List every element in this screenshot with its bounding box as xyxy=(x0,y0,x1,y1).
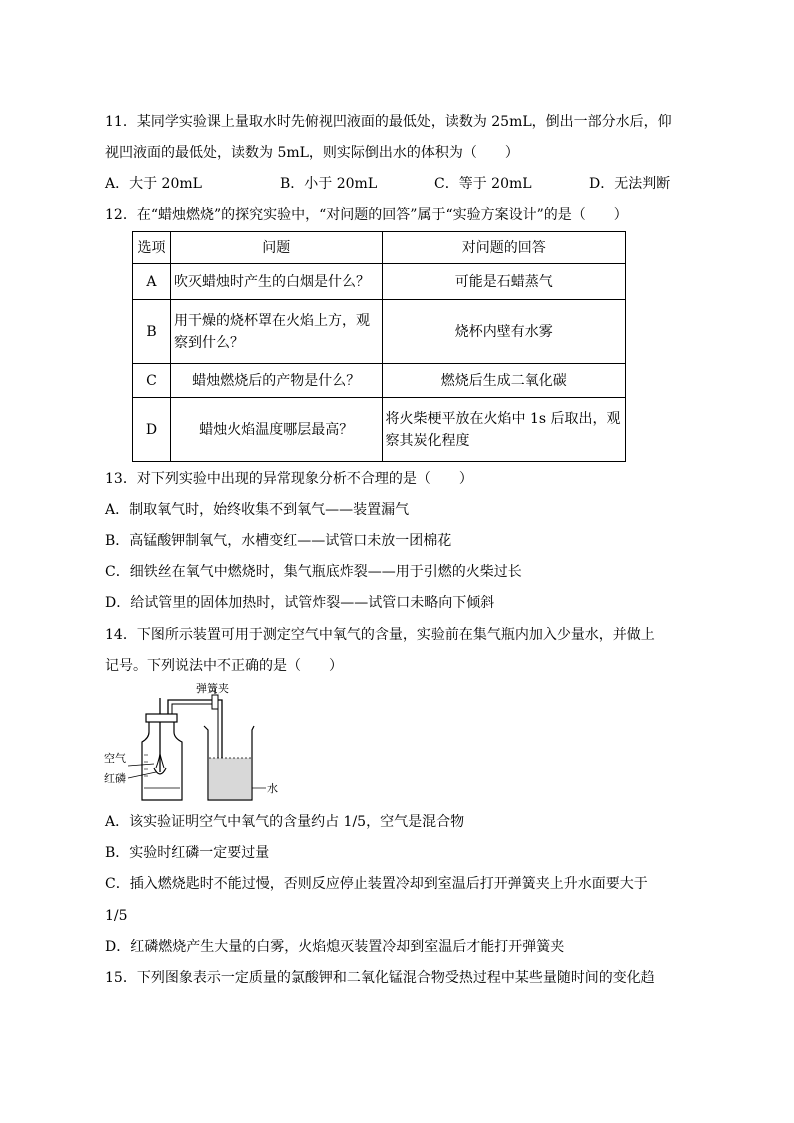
q11-option-c[interactable]: C．等于 20mL xyxy=(434,176,532,192)
q13-option-c[interactable]: C．细铁丝在氧气中燃烧时，集气瓶底炸裂——用于引燃的火柴过长 xyxy=(105,564,522,580)
table-row xyxy=(133,264,626,300)
q11-options xyxy=(105,174,685,194)
table-row xyxy=(133,364,626,398)
q13-option-b[interactable]: B．高锰酸钾制氧气，水槽变红——试管口未放一团棉花 xyxy=(105,533,452,549)
q11-stem-line2: 视凹液面的最低处，读数为 5mL，则实际倒出水的体积为（ ） xyxy=(105,145,519,161)
q13-option-d[interactable]: D．给试管里的固体加热时，试管炸裂——试管口未略向下倾斜 xyxy=(105,595,495,611)
row-answer: 烧杯内壁有水雾 xyxy=(382,300,626,364)
oxygen-apparatus-diagram xyxy=(104,680,294,810)
q12-table xyxy=(132,231,626,462)
row-option: A xyxy=(133,264,171,300)
q14-stem-line2: 记号。下列说法中不正确的是（ ） xyxy=(105,658,343,674)
q11-option-b[interactable]: B．小于 20mL xyxy=(280,176,378,192)
air-label: 空气 xyxy=(104,752,126,765)
row-question: 用干燥的烧杯罩在火焰上方，观察到什么？ xyxy=(170,300,382,364)
water-label: 水 xyxy=(267,782,278,795)
row-answer: 可能是石蜡蒸气 xyxy=(382,264,626,300)
table-header-row xyxy=(133,232,626,264)
beaker-water xyxy=(209,758,251,799)
table-row xyxy=(133,398,626,462)
q15-stem-line1: 15．下列图象表示一定质量的氯酸钾和二氧化锰混合物受热过程中某些量随时间的变化趋 xyxy=(105,970,655,986)
row-option: D xyxy=(133,398,171,462)
q14-option-c[interactable]: C．插入燃烧匙时不能过慢，否则反应停止装置冷却到室温后打开弹簧夹上升水面要大于 xyxy=(105,876,648,892)
red-phosphorus-label: 红磷 xyxy=(104,772,126,785)
header-answer: 对问题的回答 xyxy=(382,232,626,264)
row-option: B xyxy=(133,300,171,364)
q11-option-d[interactable]: D．无法判断 xyxy=(589,176,671,192)
row-option: C xyxy=(133,364,171,398)
row-answer: 燃烧后生成二氧化碳 xyxy=(382,364,626,398)
row-question: 蜡烛火焰温度哪层最高？ xyxy=(170,398,382,462)
row-question: 吹灭蜡烛时产生的白烟是什么？ xyxy=(170,264,382,300)
q14-stem-line1: 14．下图所示装置可用于测定空气中氧气的含量，实验前在集气瓶内加入少量水，并做上 xyxy=(105,627,655,643)
q14-option-c-continued: 1/5 xyxy=(105,908,128,924)
q11-stem-line1: 11．某同学实验课上量取水时先俯视凹液面的最低处，读数为 25mL，倒出一部分水后，仰 xyxy=(105,114,672,130)
spring-clamp xyxy=(212,695,218,709)
q14-option-a[interactable]: A．该实验证明空气中氧气的含量约占 1/5，空气是混合物 xyxy=(105,814,465,830)
stopper xyxy=(146,714,177,722)
q14-option-b[interactable]: B．实验时红磷一定要过量 xyxy=(105,845,270,861)
q11-option-a[interactable]: A．大于 20mL xyxy=(105,176,202,192)
row-answer: 将火柴梗平放在火焰中 1s 后取出，观察其炭化程度 xyxy=(382,398,626,462)
q13-option-a[interactable]: A．制取氧气时，始终收集不到氧气——装置漏气 xyxy=(105,502,410,518)
header-option: 选项 xyxy=(133,232,171,264)
table-row xyxy=(133,300,626,364)
q14-option-d[interactable]: D．红磷燃烧产生大量的白雾，火焰熄灭装置冷却到室温后才能打开弹簧夹 xyxy=(105,939,565,955)
q12-stem: 12．在“蜡烛燃烧”的探究实验中，“对问题的回答”属于“实验方案设计”的是（ ） xyxy=(105,207,628,223)
row-question: 蜡烛燃烧后的产物是什么？ xyxy=(170,364,382,398)
clamp-label: 弹簧夹 xyxy=(196,682,229,695)
q13-stem: 13．对下列实验中出现的异常现象分析不合理的是（ ） xyxy=(105,471,473,487)
header-question: 问题 xyxy=(170,232,382,264)
